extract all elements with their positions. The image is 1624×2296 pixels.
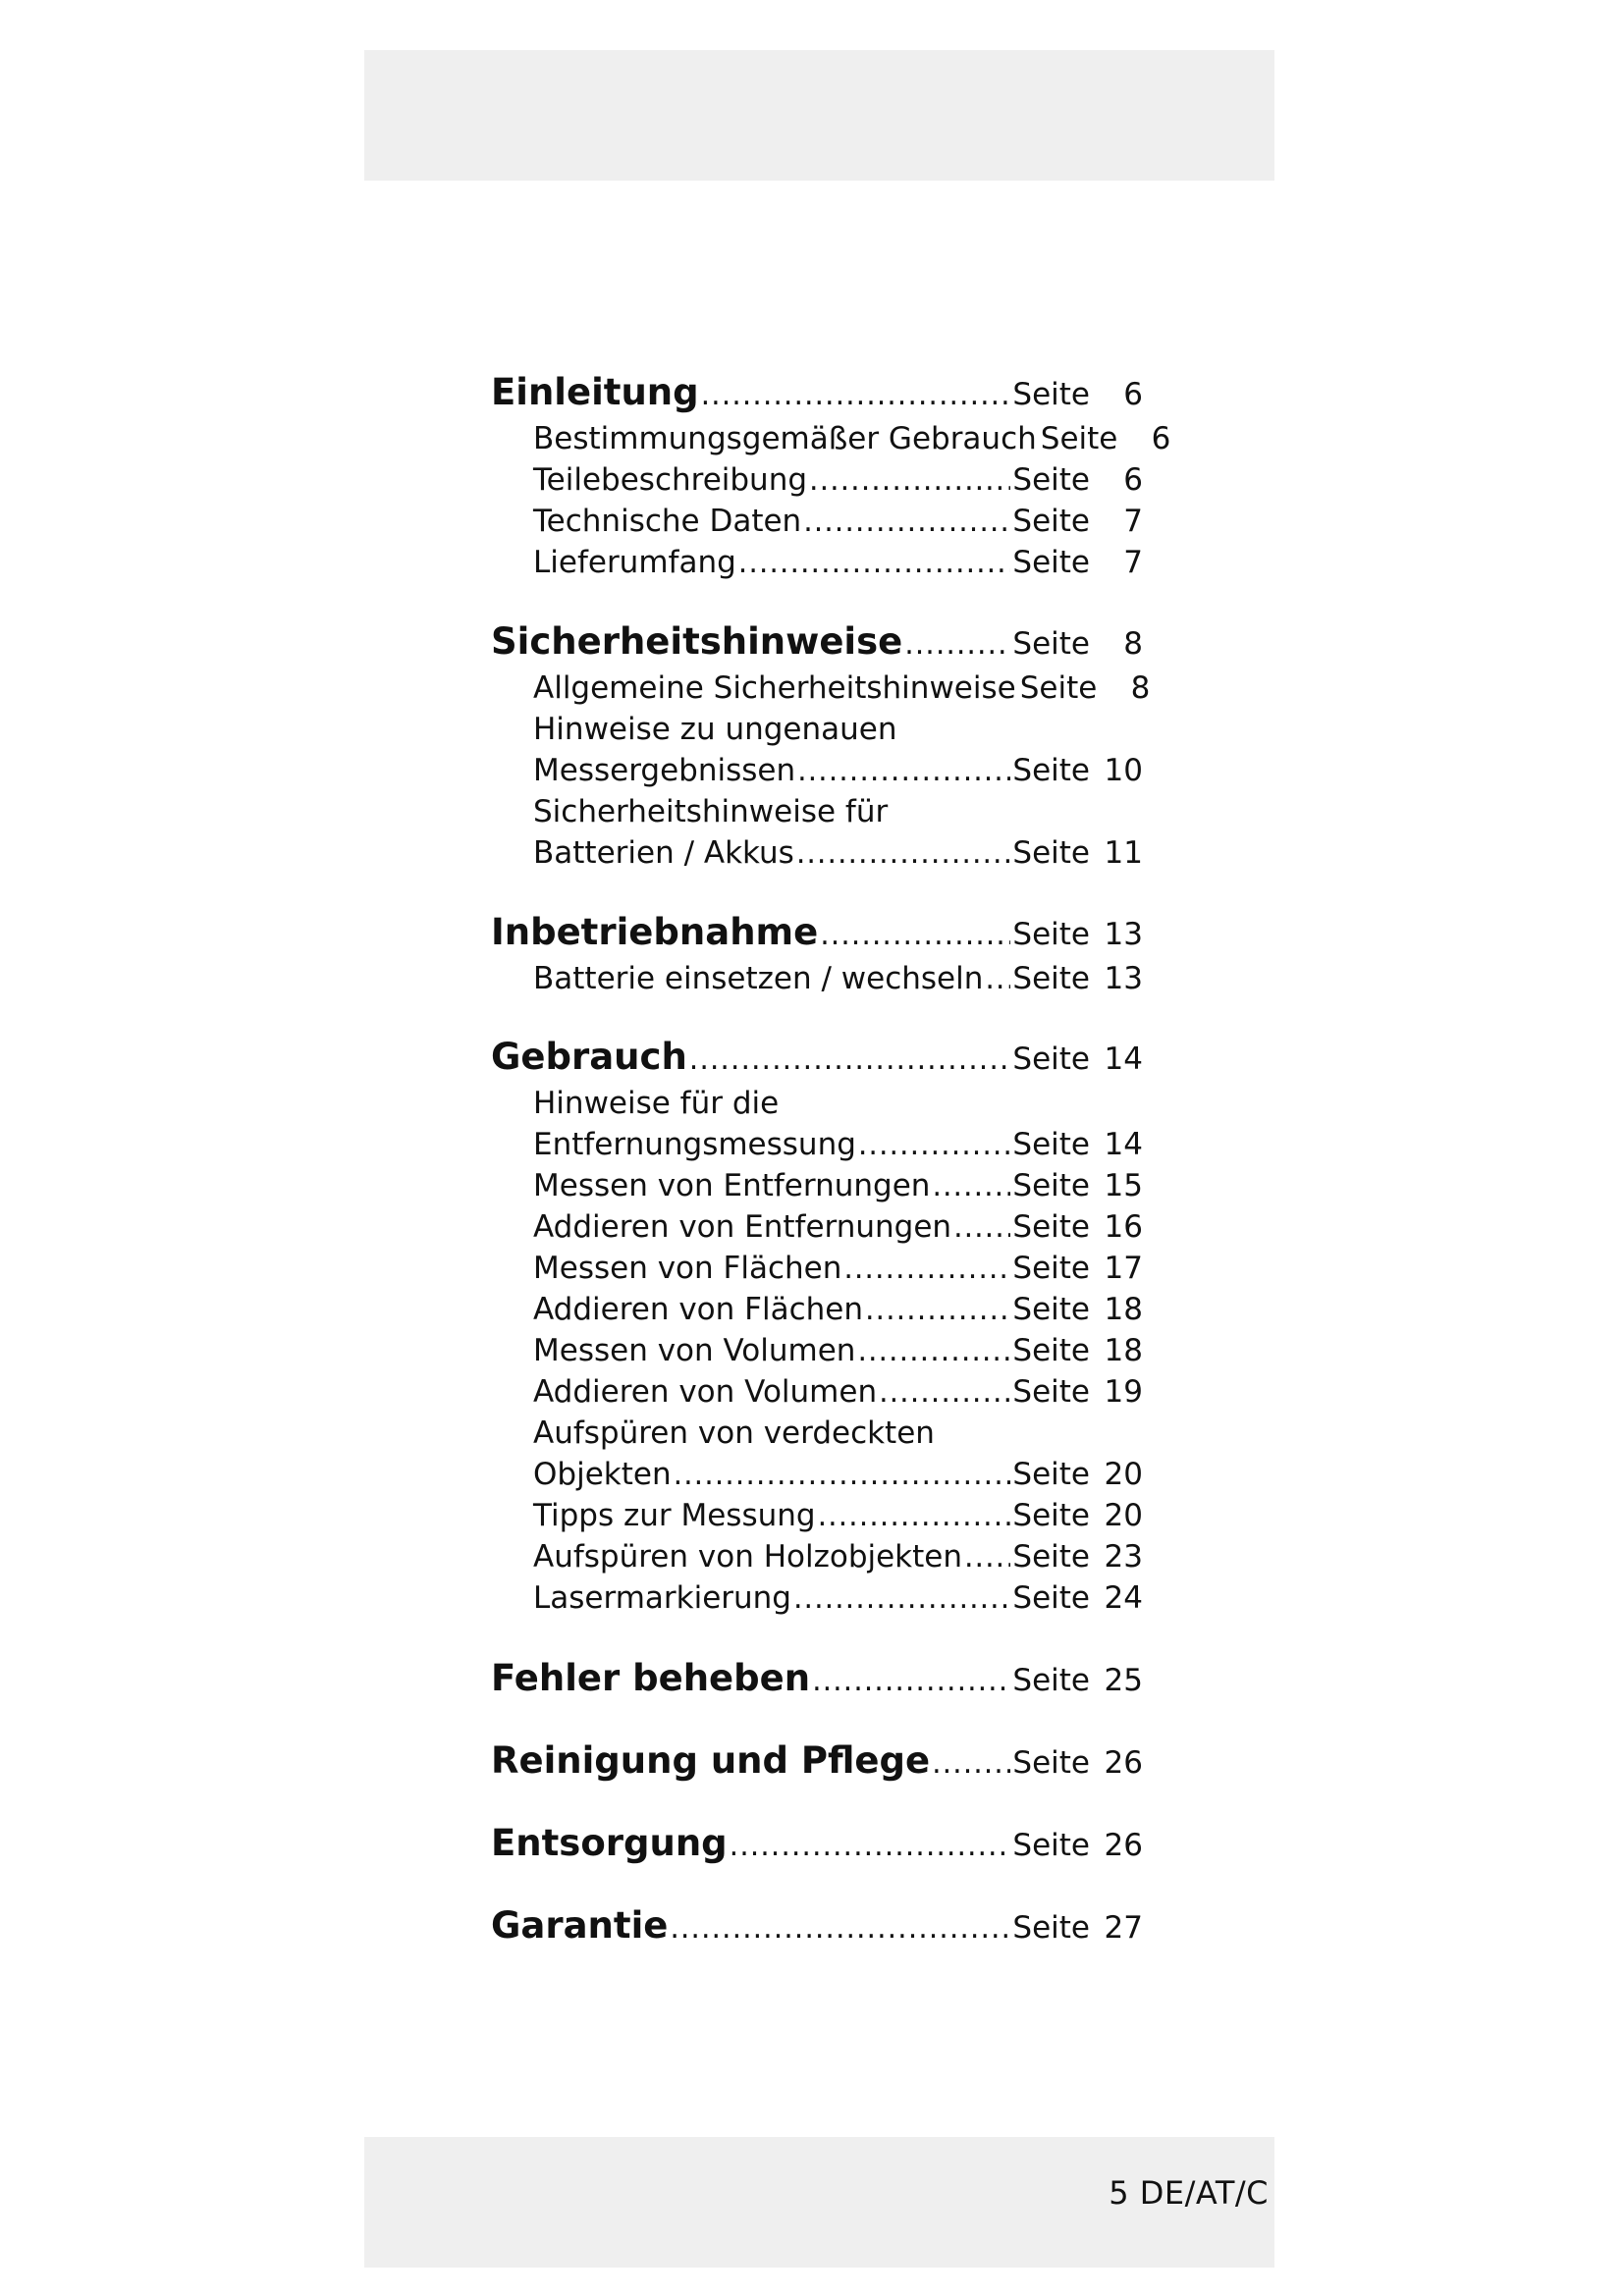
page-number: 20	[1104, 1457, 1143, 1492]
page-word: Seite	[1012, 1457, 1090, 1492]
dot-leader	[985, 962, 1010, 996]
page-word: Seite	[1012, 1539, 1090, 1575]
toc-entry	[491, 1127, 1143, 1168]
toc-entry	[491, 1539, 1143, 1580]
dot-leader	[843, 1252, 1010, 1286]
toc-title: Tipps zur Messung	[533, 1498, 816, 1533]
toc-title: Inbetriebnahme	[491, 911, 819, 953]
toc-entry	[491, 1498, 1143, 1539]
dot-leader	[674, 1458, 1011, 1492]
toc-title: Batterie einsetzen / wechseln	[533, 961, 984, 996]
page-word: Seite	[1012, 1127, 1090, 1162]
toc-section	[491, 1657, 1143, 1708]
page-number: 13	[1104, 961, 1143, 996]
toc-title: Hinweise zu ungenauen	[533, 712, 897, 747]
page-word: Seite	[1012, 1910, 1090, 1946]
dot-leader	[689, 1042, 1011, 1077]
toc-title: Addieren von Flächen	[533, 1292, 864, 1327]
page-word: Seite	[1012, 1168, 1090, 1203]
dot-leader	[809, 463, 1010, 498]
toc-entry	[491, 1209, 1143, 1251]
page-number: 18	[1104, 1333, 1143, 1368]
toc-title: Einleitung	[491, 371, 699, 413]
page-word: Seite	[1012, 1498, 1090, 1533]
toc-title: Aufspüren von Holzobjekten	[533, 1539, 963, 1575]
page-word: Seite	[1012, 835, 1090, 871]
page-number: 19	[1104, 1374, 1143, 1410]
toc-title: Technische Daten	[533, 504, 802, 539]
page-number: 24	[1104, 1580, 1143, 1616]
dot-leader	[857, 1334, 1010, 1368]
page-word: Seite	[1012, 1580, 1090, 1616]
toc-title: Gebrauch	[491, 1036, 687, 1078]
toc-entry	[491, 545, 1143, 586]
toc-section	[491, 1036, 1143, 1087]
page-word: Seite	[1012, 504, 1090, 539]
toc-section	[491, 371, 1143, 422]
toc-section	[491, 1822, 1143, 1873]
dot-leader	[796, 836, 1011, 871]
toc-section	[491, 911, 1143, 962]
toc-section	[491, 1739, 1143, 1790]
dot-leader	[820, 918, 1010, 952]
toc-entry	[491, 1580, 1143, 1622]
page-number: 13	[1104, 917, 1143, 952]
dot-leader	[818, 1499, 1011, 1533]
page-word: Seite	[1012, 753, 1090, 788]
toc-entry	[491, 712, 1143, 753]
page-number: 10	[1104, 753, 1143, 788]
page-number: 7	[1123, 545, 1143, 580]
toc-title: Bestimmungsgemäßer Gebrauch	[533, 421, 1037, 456]
toc-entry	[491, 1415, 1143, 1457]
page-word: Seite	[1012, 1041, 1090, 1077]
toc-entry	[491, 670, 1151, 712]
dot-leader	[865, 1293, 1010, 1327]
toc-entry	[491, 1251, 1143, 1292]
page-word: Seite	[1012, 1663, 1090, 1698]
page-number: 26	[1104, 1828, 1143, 1863]
toc-title: Lieferumfang	[533, 545, 736, 580]
dot-leader	[932, 1746, 1010, 1781]
page-word: Seite	[1012, 1251, 1090, 1286]
page-number: 20	[1104, 1498, 1143, 1533]
page-number: 8	[1123, 626, 1143, 662]
toc-title: Addieren von Volumen	[533, 1374, 878, 1410]
dot-leader	[793, 1581, 1010, 1616]
toc-title: Lasermarkierung	[533, 1580, 791, 1616]
toc-entry	[491, 1333, 1143, 1374]
toc-title: Addieren von Entfernungen	[533, 1209, 952, 1245]
page-word: Seite	[1040, 421, 1118, 456]
toc-title: Entsorgung	[491, 1822, 728, 1864]
toc-entry	[491, 835, 1143, 877]
dot-leader	[738, 546, 1011, 580]
dot-leader	[879, 1375, 1010, 1410]
dot-leader	[803, 505, 1010, 539]
page-word: Seite	[1012, 377, 1090, 412]
page-number: 25	[1104, 1663, 1143, 1698]
toc-title: Objekten	[533, 1457, 672, 1492]
page-number: 8	[1130, 670, 1151, 706]
toc-title: Sicherheitshinweise für	[533, 794, 889, 829]
page-word: Seite	[1012, 1209, 1090, 1245]
toc-title: Messen von Volumen	[533, 1333, 856, 1368]
toc-title: Allgemeine Sicherheitshinweise	[533, 670, 1016, 706]
toc-title: Aufspüren von verdeckten	[533, 1415, 935, 1451]
page-word: Seite	[1012, 1374, 1090, 1410]
page-word: Seite	[1012, 917, 1090, 952]
toc-entry	[491, 421, 1171, 462]
page-number: 7	[1123, 504, 1143, 539]
dot-leader	[701, 378, 1011, 412]
toc-entry	[491, 462, 1143, 504]
toc-title: Teilebeschreibung	[533, 462, 808, 498]
dot-leader	[964, 1540, 1010, 1575]
page-word: Seite	[1012, 961, 1090, 996]
dot-leader	[858, 1128, 1011, 1162]
toc-title: Reinigung und Pflege	[491, 1739, 931, 1782]
toc-title: Messergebnissen	[533, 753, 796, 788]
toc-title: Hinweise für die	[533, 1086, 780, 1121]
toc-entry	[491, 1168, 1143, 1209]
dot-leader	[812, 1664, 1010, 1698]
page-number: 14	[1104, 1041, 1143, 1077]
dot-leader	[670, 1911, 1010, 1946]
toc-entry	[491, 1086, 1143, 1127]
toc-entry	[491, 1374, 1143, 1415]
page-number: 15	[1104, 1168, 1143, 1203]
page-word: Seite	[1012, 1333, 1090, 1368]
dot-leader	[904, 627, 1010, 662]
page-word: Seite	[1012, 1828, 1090, 1863]
page-word: Seite	[1012, 462, 1090, 498]
footer-band	[364, 2137, 1274, 2268]
page-number: 23	[1104, 1539, 1143, 1575]
toc-section	[491, 1904, 1143, 1955]
toc-entry	[491, 753, 1143, 794]
page-number: 26	[1104, 1745, 1143, 1781]
page-number: 17	[1104, 1251, 1143, 1286]
toc-entry	[491, 1457, 1143, 1498]
toc-entry	[491, 961, 1143, 1002]
header-band	[364, 50, 1274, 181]
page-word: Seite	[1012, 626, 1090, 662]
page-number: 11	[1104, 835, 1143, 871]
page-number: 6	[1123, 462, 1143, 498]
toc-entry	[491, 1292, 1143, 1333]
toc-title: Fehler beheben	[491, 1657, 811, 1699]
page-number: 6	[1123, 377, 1143, 412]
dot-leader	[953, 1210, 1010, 1245]
page-number: 14	[1104, 1127, 1143, 1162]
footer-page-label: 5 DE/AT/C	[1109, 2174, 1269, 2212]
page-number: 16	[1104, 1209, 1143, 1245]
toc-entry	[491, 794, 1143, 835]
toc-title: Sicherheitshinweise	[491, 620, 903, 663]
page-word: Seite	[1012, 1745, 1090, 1781]
dot-leader	[932, 1169, 1010, 1203]
toc-title: Entfernungsmessung	[533, 1127, 856, 1162]
page-word: Seite	[1012, 1292, 1090, 1327]
page-number: 6	[1151, 421, 1171, 456]
toc-section	[491, 620, 1143, 671]
toc-title: Garantie	[491, 1904, 669, 1947]
dot-leader	[797, 754, 1010, 788]
page-word: Seite	[1012, 545, 1090, 580]
toc-entry	[491, 504, 1143, 545]
page-number: 18	[1104, 1292, 1143, 1327]
toc-title: Messen von Entfernungen	[533, 1168, 931, 1203]
page-number: 27	[1104, 1910, 1143, 1946]
page-word: Seite	[1019, 670, 1098, 706]
toc-title: Batterien / Akkus	[533, 835, 794, 871]
dot-leader	[730, 1829, 1011, 1863]
toc-title: Messen von Flächen	[533, 1251, 842, 1286]
